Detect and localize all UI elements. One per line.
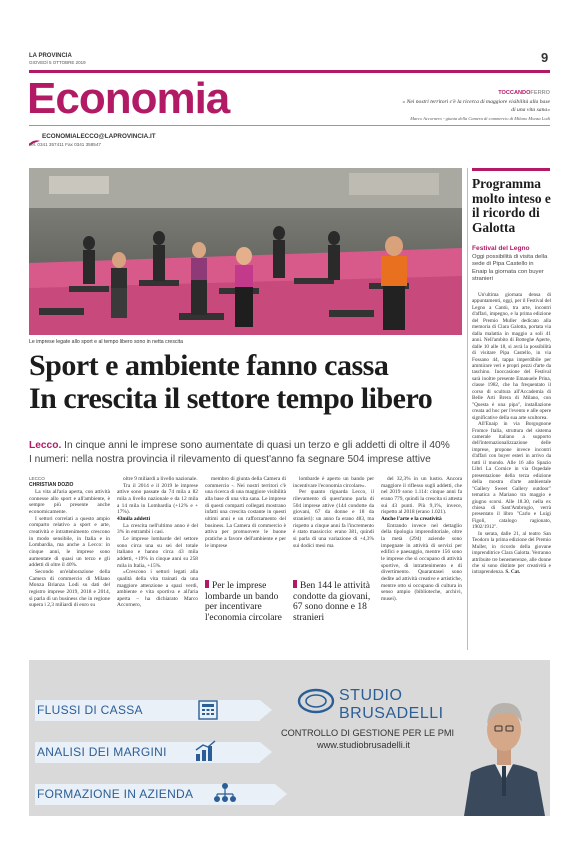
- summary-line1: [29, 440, 469, 452]
- sidebar-summary: Oggi possibilità di visita della sede di Pipa Castello in Enaip la giornata con buyer stranieri: [472, 254, 548, 283]
- newspaper-logo-icon: [29, 133, 40, 140]
- ad-tagline: CONTROLLO DI GESTIONE PER LE PMI: [281, 728, 455, 738]
- brand-name: BRUSADELLI: [339, 705, 444, 722]
- pull-quote-marker: [293, 580, 297, 588]
- toccando-word: TOCCANDO: [498, 90, 531, 96]
- article-subhead: Anche l'arte e la creatività: [381, 515, 442, 522]
- ad-item-2: ANALISI DEI MARGINI: [37, 745, 167, 759]
- ad-arrow-1: [260, 700, 272, 720]
- pull-quote-text: [293, 580, 374, 623]
- article-paragraph: Le imprese lombarde del settore sono circa una su sei del totale italiano e hanno circa 43 mila addetti, +19% in cinque anni su 258 mila in Italia, +15%.: [117, 535, 198, 569]
- sidebar-paragraph: All'Enaip in via Borgognone Fromce Italia, struttura del sistema camerale italiano a supporto dell'internazionalizzazione delle imprese, propone invece incontri d'affari con buyer esteri in arrivo da tutti il mondo. Alle 16 allo Spazio Libri La Cornice in via Ospedale presentazione della terza edizione della mostra d'arte ambientale "Gallery Sweet Gallery outdoor" tematica a Mariano tra maggio e giugno scorsi. Alle 18.30, nella ex chiesa di Sant'Ambrogio, verrà presentato il libro "Carlo e Luigi Figoli, catalogo ragionato, 1902/1912".: [472, 421, 551, 531]
- sidebar-divider: [467, 168, 468, 650]
- newspaper-name: LA PROVINCIA: [29, 53, 72, 59]
- sidebar-body: [472, 292, 551, 650]
- section-title: Economia: [27, 74, 230, 123]
- article-paragraph: lombarde è aperto un bando per incentivare l'economia circolare».: [293, 476, 374, 489]
- toccando-quote: « Nei nostri territori c'è la ricerca di maggiore visibilità alla base di una vita sana»: [402, 99, 550, 113]
- article-paragraph: «Crescono i settori legati alla qualità della vita trainati da una maggiore attenzione a spazi verdi, ambiente e vita sportiva e all'aria aperta – ha dichiarato Marco Accornero,: [117, 569, 198, 609]
- article-column-4: [293, 476, 374, 574]
- sidebar-paragraph: [472, 531, 551, 576]
- bar-chart-icon: [194, 740, 218, 767]
- byline-author: CHRISTIAN DOZIO: [29, 482, 74, 488]
- article-paragraph: Secondo un'elaborazione della Camera di commercio di Milano Monza Brianza Lodi su dati del registro imprese 2019, 2018 e 2014, si parla di un business che in regione supera i 2,3 miliardi di euro su: [29, 568, 110, 609]
- issue-date: GIOVEDÌ 5 OTTOBRE 2019: [29, 60, 86, 65]
- page-number: 9: [541, 50, 549, 65]
- article-paragraph: del 32,3% in un lustro. Ancora maggiore il riflesso sugli addetti, che nel 2019 sono 1.114: cinque anni fa erano 779, quindi la crescita si attesta sui 43 punti. Più 9,1%, invece, rispetto al 2018 (erano 1.021).: [381, 476, 462, 516]
- byline-place: LECCO: [29, 476, 45, 481]
- article-column-3: [205, 476, 286, 574]
- article-column-5: [381, 476, 462, 649]
- toccando-ferro: [454, 90, 550, 96]
- businessman-photo: [459, 660, 550, 816]
- ferro-word: FERRO: [530, 90, 550, 96]
- pull-quote-text: [205, 580, 286, 623]
- article-paragraph: oltre 9 miliardi a livello nazionale.: [123, 476, 198, 482]
- ad-item-3: FORMAZIONE IN AZIENDA: [37, 787, 194, 801]
- section-rule: [29, 125, 550, 126]
- article-subhead: 43mila addetti: [117, 515, 151, 522]
- section-email: ECONOMIALECCO@LAPROVINCIA.IT: [42, 133, 156, 140]
- brand-top: STUDIO: [339, 687, 403, 704]
- section-contacts: Tel. 0341 357411 Fax 0341 358547: [29, 142, 101, 147]
- toccando-attribution: Marco Accornero - giunta della Camera di commercio di Milano Monza Lodi: [410, 116, 550, 121]
- article-paragraph: Per quanto riguarda Lecco, il rilevamento di quest'anno parla di 504 imprese attive (144 condotte da giovani, 67 da donne e 18 da stranieri): un anno fa erano 483, ma rispetto a cinque anni fa l'incremento è stato massiccio: erano 381, quindi si parla di una variazione di +4,3% sui dodici mesi ma: [293, 489, 374, 549]
- sidebar-title: Programma molto inteso e il ricordo di Galotta: [472, 176, 551, 235]
- headline-line1: Sport e ambiente fanno cassa: [29, 349, 389, 382]
- top-rule: [29, 70, 550, 73]
- article-paragraph: Entrando invece nel dettaglio della tipologia imprenditoriale, oltre la metà (294) aziende sono impegnate in attività di servizi per edifici e paesaggio, mentre 156 sono le imprese che si occupano di attività sportive, di intrattenimento e di divertimento. Quarantasei sono dedite ad attività creative e artistiche, mentre otto si occupano di cultura in senso ampio (biblioteche, archivi, musei).: [381, 522, 462, 602]
- article-column-1: [29, 489, 110, 649]
- summary-line2: I numeri: nella nostra provincia il rilevamento di quest'anno fa segnare 504 imprese attive: [29, 454, 431, 465]
- ad-url[interactable]: www.studiobrusadelli.it: [317, 740, 410, 750]
- article-column-2: [117, 476, 198, 649]
- pull-quote-marker: [205, 580, 209, 588]
- pull-quote-content: Per le imprese lombarde un bando per incentivare l'economia circolare: [205, 581, 282, 623]
- photo-caption: Le imprese legate allo sport e al tempo libero sono in netta crescita: [29, 339, 183, 345]
- article-paragraph: I settori correlati a questo ampio comparto relativo a sport e arte, creatività e intrattenimento crescono in modo sensibile, in Italia e in Lombardia, ma anche a Lecco: in cinque anni, le imprese sono aumentate di quasi un terzo e gli addetti di oltre il 40%.: [29, 515, 110, 569]
- sidebar-signature: S. Cat.: [505, 569, 521, 576]
- sidebar-paragraph: Un'ultima giornata densa di appuntamenti, oggi, per il Festival del Legno a Cantù, tra arte, incontri d'affari, impegno, e la prima edizione del Premio Muller dedicato alla memoria di Clara Galotta, portata via dalla malattia in maggio a soli 41 anni. Nell'ambito di Botteghe Aperte, dalle 10 alle 18, si avrà la possibilità di visitare Pipa Castello, in via Fossano 44, tappa imperdibile per ammirare veri e propri pezzi d'arte da taschino. Inoccasione del Festival sarà inoltre presente Emanuele Prina, classe 1982, che ha frequentato il corso di scultura all'Accademia di Belle Arti Brera di Milano, con "Questa è una pipa", installazione creata ad hoc per l'evento e alle opere significative della sua arte scultorea.: [472, 292, 551, 421]
- calculator-icon: [197, 700, 219, 725]
- article-paragraph: La vita all'aria aperta, con attività connesse allo sport e all'ambiente, è sempre più presente anche economicamente.: [29, 489, 110, 515]
- sidebar-paragraph-text: In serata, dalle 21, al teatro San Teodoro la prima edizione del Premio Muller, in ricordo della giovane imprenditrice Clara Galotta. Verranno attribuite tre benemerenze, alle donne che si sono distinte per creatività e intraprendenza.: [472, 530, 551, 576]
- ad-arrow-3: [275, 784, 287, 804]
- ad-arrow-2: [260, 742, 272, 762]
- article-paragraph: Tra il 2014 e il 2019 le imprese attive sono passate da 74 mila a 82 mila a livello nazionale e da 12 mila a 14 mila in Lombardia (+12% e + 17%).: [117, 482, 198, 516]
- ad-item-1: FLUSSI DI CASSA: [37, 703, 143, 717]
- org-chart-icon: [213, 782, 237, 809]
- pull-quote-1: [205, 580, 286, 623]
- fitness-photo: [29, 168, 462, 335]
- sidebar-top-rule: [472, 168, 550, 171]
- pull-quote-content: Ben 144 le attività condotte da giovani, 67 sono donne e 18 stranieri: [293, 581, 371, 623]
- summary-text: In cinque anni le imprese sono aumentate di quasi un terzo e gli addetti di oltre il 40%: [61, 440, 450, 451]
- article-paragraph: membro di giunta della Camera di commercio -. Nei nostri territori c'è una ricerca di una maggiore visibilità alla base di una vita sana. Le imprese di questi comparti collegati mostrano infatti una crescita costante in questi ultimi anni e un rafforzamento del business. La Camera di commercio è attiva per promuovere le buone pratiche a favore dell'ambiente e per le imprese: [205, 476, 286, 549]
- studio-logo-icon: [297, 688, 335, 719]
- headline-line2: In crescita il settore tempo libero: [29, 382, 433, 415]
- summary-lead: Lecco.: [29, 440, 62, 451]
- advertisement[interactable]: [29, 660, 550, 816]
- pull-quote-2: [293, 580, 374, 623]
- article-paragraph: La crescita nell'ultimo anno è del 3% in entrambi i casi.: [117, 522, 198, 536]
- sidebar-kicker: Festival del Legno: [472, 245, 530, 252]
